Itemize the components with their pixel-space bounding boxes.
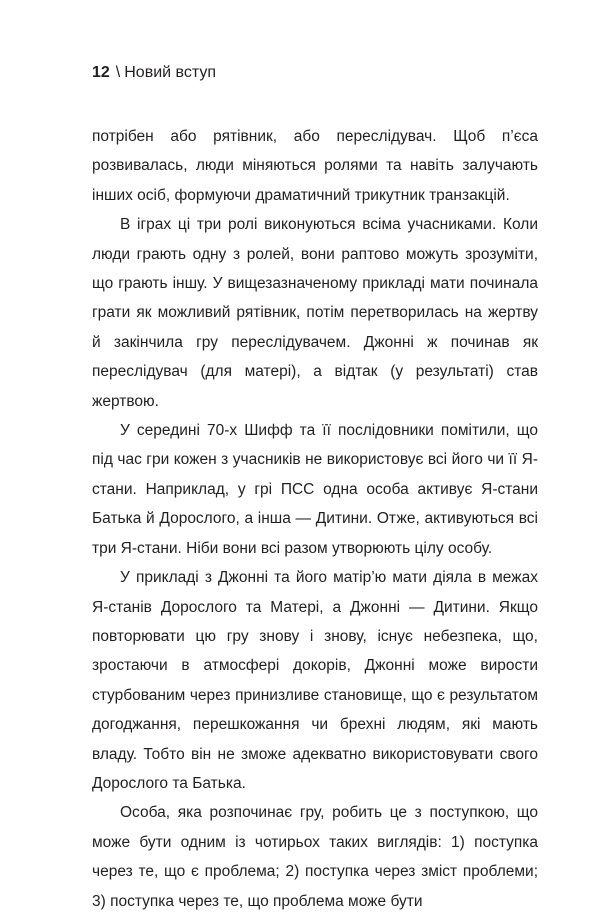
- paragraph: В іграх ці три ролі виконуються всіма учасниками. Коли люди грають одну з ролей, вони раптово можуть зрозуміти, що грають іншу. У вищезазначеному прикладі мати починала грати як можливий рятівник, потім перетворилась на жертву й закінчила гру переслідувачем. Джонні ж починав як переслідувач (для матері), а відтак (у результаті) став жертвою.: [92, 216, 538, 410]
- paragraph: У середині 70-х Шифф та її послідовники помітили, що під час гри кожен з учасників не використовує всі його чи її Я-стани. Наприклад, у грі ПСС одна особа активує Я-стани Батька й Дорослого, а інша — Дитини. Отже, активуються всі три Я-стани. Ніби вони всі разом утворюють цілу особу.: [92, 422, 538, 557]
- header-separator: \: [115, 64, 121, 81]
- paragraph: У прикладі з Джонні та його матір’ю мати діяла в межах Я-станів Дорослого та Матері, а Джонні — Дитини. Якщо повторювати цю гру знову і знову, існує небезпека, що, зростаючи в атмосфері докорів, Джонні може вирости стурбованим через принизливе становище, що є результатом догоджання, перешкожання чи брехні людям, які мають владу. Тобто він не зможе адекватно використовувати свого Дорослого та Батька.: [92, 569, 538, 792]
- paragraph: Особа, яка розпочинає гру, робить це з поступкою, що може бути одним із чотирьох таких виглядів: 1) поступка через те, що є проблема; 2) поступка через зміст проблеми; 3) поступка через те, що проблема може бути: [92, 804, 538, 910]
- page-number: 12: [92, 64, 110, 81]
- section-title: Новий вступ: [124, 64, 217, 81]
- body-text: [92, 122, 538, 916]
- paragraph-continued: потрібен або рятівник, або переслідувач. Щоб п’єса розвивалась, люди міняються ролями та навіть залучають інших осіб, формуючи драматичний трикутник транзакцій.: [92, 128, 538, 204]
- running-header: [92, 62, 216, 84]
